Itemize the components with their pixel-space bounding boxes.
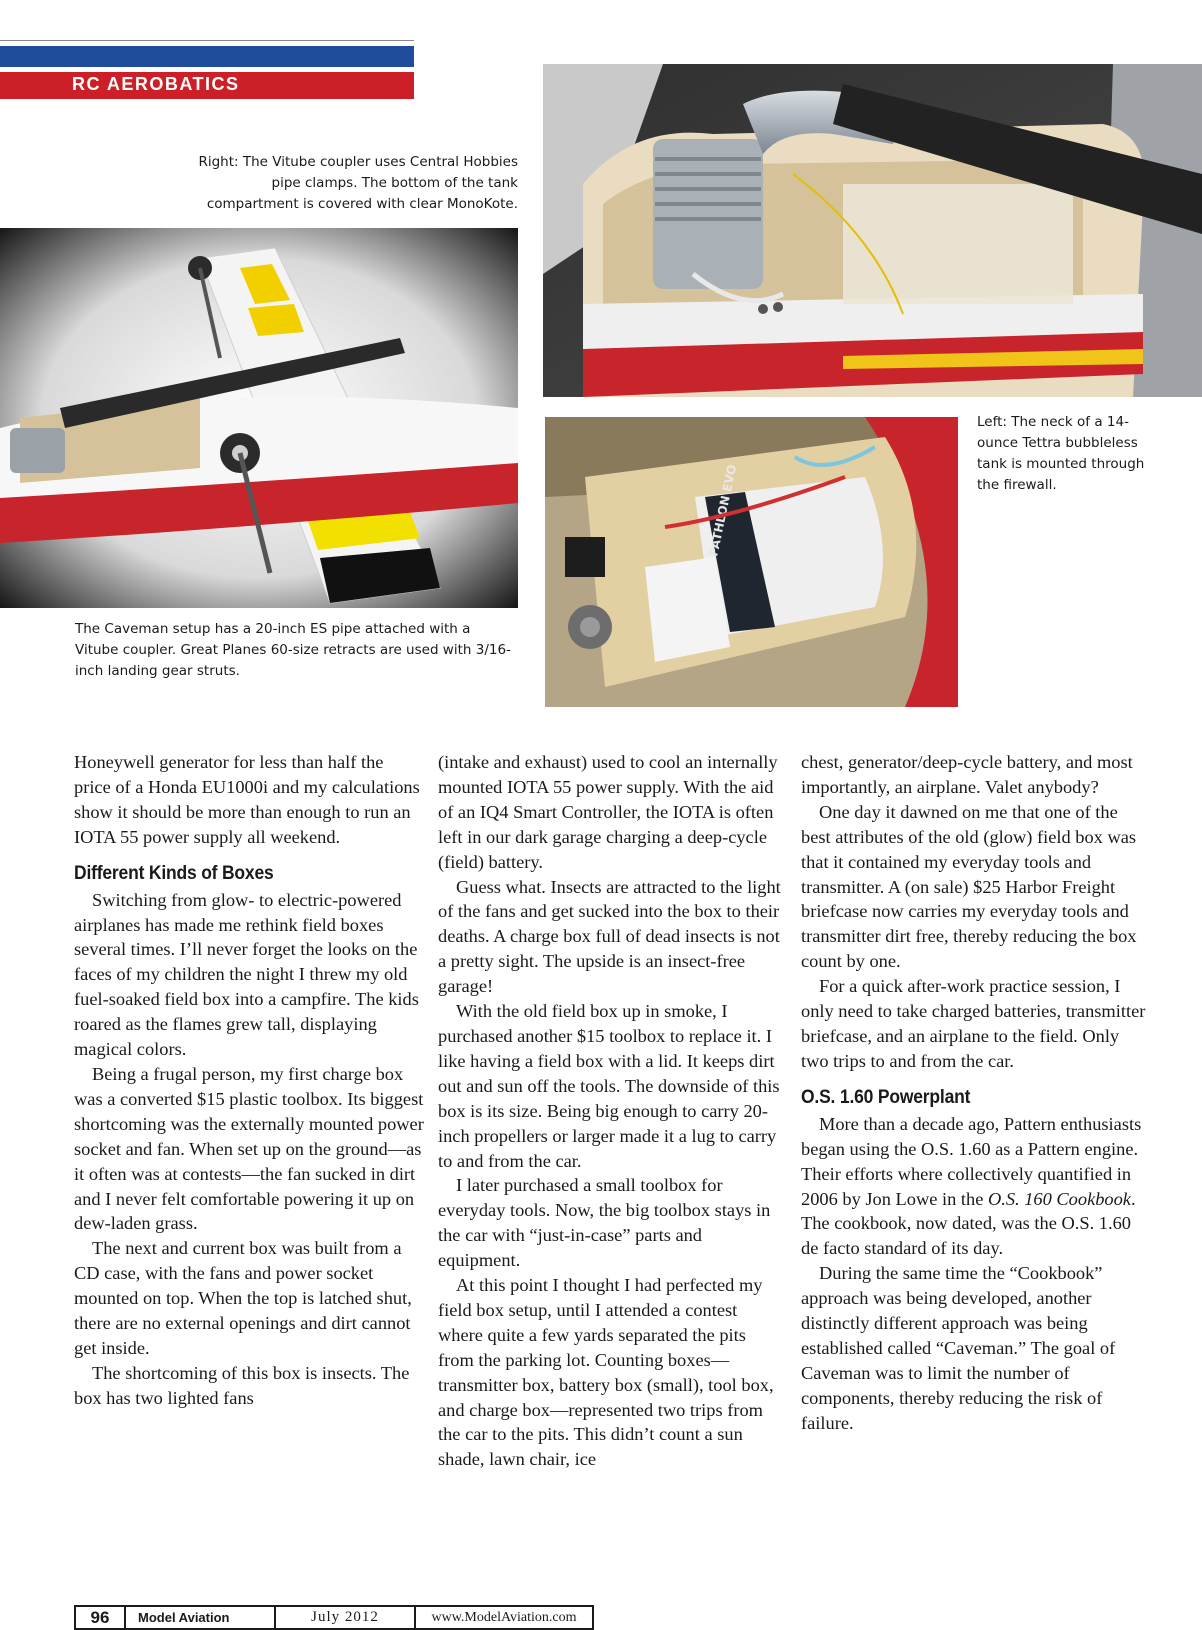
section-banner [0,40,414,100]
paragraph [801,1112,1146,1261]
book-title: O.S. 160 Cookbook [987,1188,1131,1209]
paragraph: The next and current box was built from a CD case, with the fans and power socket mounted on top. When the top is latched shut, there are no external openings and dirt cannot get inside. [74,1238,412,1358]
paragraph: I later purchased a small toolbox for everyday tools. Now, the big toolbox stays in the car with “just-in-case” parts and equipment. [438,1175,771,1271]
article-column-3 [801,750,1146,1436]
paragraph: At this point I thought I had perfected my field box setup, until I attended a contest where quite a few yards separated the pits from the parking lot. Counting boxes—transmitter box, battery box (small), tool box, and charge box—represented two trips from the car to the pits. This didn’t count a sun shade, lawn chair, ice [438,1275,774,1470]
photo-caption-left: Left: The neck of a 14-ounce Tettra bubbleless tank is mounted through the firewall. [977,414,1145,493]
paragraph: One day it dawned on me that one of the best attributes of the old (glow) field box was that it contained my everyday tools and transmitter. A (on sale) $25 Harbor Freight briefcase now carries my everyday tools and transmitter dirt free, thereby reducing the box count by one. [801,801,1137,972]
paragraph: Switching from glow- to electric-powered airplanes has made me rethink field boxes several times. I’ll never forget the looks on the faces of my children the night I threw my old fuel-soaked field box into a campfire. The kids roared as the flames grew tall, displaying magical colors. [74,889,419,1060]
banner-blue-stripe [0,46,414,67]
airplane-underside-photo [0,228,518,608]
page-number: 96 [74,1607,126,1628]
photo-caption-right: Right: The Vitube coupler uses Central Hobbies pipe clamps. The bottom of the tank compartment is covered with clear MonoKote. [198,154,518,212]
article-column-1 [74,750,424,1411]
section-label: RC AEROBATICS [72,74,240,94]
paragraph: Guess what. Insects are attracted to the light of the fans and get sucked into the box to their deaths. A charge box full of dead insects is not a pretty sight. The upside is an insect-free garage! [438,876,781,997]
section-heading-powerplant: O.S. 1.60 Powerplant [801,1086,971,1108]
section-heading-boxes: Different Kinds of Boxes [74,862,274,884]
paragraph: For a quick after-work practice session, I only need to take charged batteries, transmitter briefcase, and an airplane to the field. Only two trips to and from the car. [801,976,1146,1071]
paragraph: (intake and exhaust) used to cool an internally mounted IOTA 55 power supply. With the aid of an IQ4 Smart Controller, the IOTA is often left in our dark garage charging a deep-cycle (field) battery. [438,752,778,872]
paragraph: The shortcoming of this box is insects. The box has two lighted fans [74,1362,410,1408]
photo-caption-bottom: The Caveman setup has a 20-inch ES pipe attached with a Vitube coupler. Great Planes 60-size retracts are used with 3/16-inch landing gear struts. [75,621,511,679]
paragraph: Honeywell generator for less than half the price of a Honda EU1000i and my calculations show it should be more than enough to run an IOTA 55 power supply all weekend. [74,752,420,847]
fuel-tank-photo [545,417,958,707]
paragraph-text: . The cookbook, now dated, was the O.S. 1.60 de facto standard of its day. [801,1188,1136,1259]
paragraph: chest, generator/deep-cycle battery, and most importantly, an airplane. Valet anybody? [801,752,1133,797]
tank-strap-label: PATHLON EVO [706,463,740,558]
paragraph: Being a frugal person, my first charge box was a converted $15 plastic toolbox. Its biggest shortcoming was the externally mounted power socket and fan. When set up on the ground—as it often was at contests—the fan sucked in dirt and I never felt comfortable powering it up on dew-laden grass. [74,1063,424,1234]
paragraph: During the same time the “Cookbook” approach was being developed, another distinctly different approach was being established called “Caveman.” The goal of Caveman was to limit the number of components, thereby reducing the risk of failure. [801,1263,1116,1433]
website-url[interactable]: www.ModelAviation.com [416,1607,594,1628]
paragraph-text: More than a decade ago, Pattern enthusiasts began using the O.S. 1.60 as a Pattern engine. Their efforts where collectively quantified in 2006 by Jon Lowe in the [801,1113,1142,1209]
banner-rule [0,40,414,41]
paragraph: With the old field box up in smoke, I purchased another $15 toolbox to replace it. I like having a field box with a lid. It keeps dirt out and sun off the tools. The downside of this box is its size. Being big enough to carry 20-inch propellers or larger made it a lug to carry to and from the car. [438,1001,780,1171]
issue-date: July 2012 [276,1607,416,1628]
article-column-2 [438,750,786,1472]
magazine-name: Model Aviation [126,1607,276,1628]
engine-compartment-photo [543,64,1202,397]
page-footer [74,1605,594,1630]
